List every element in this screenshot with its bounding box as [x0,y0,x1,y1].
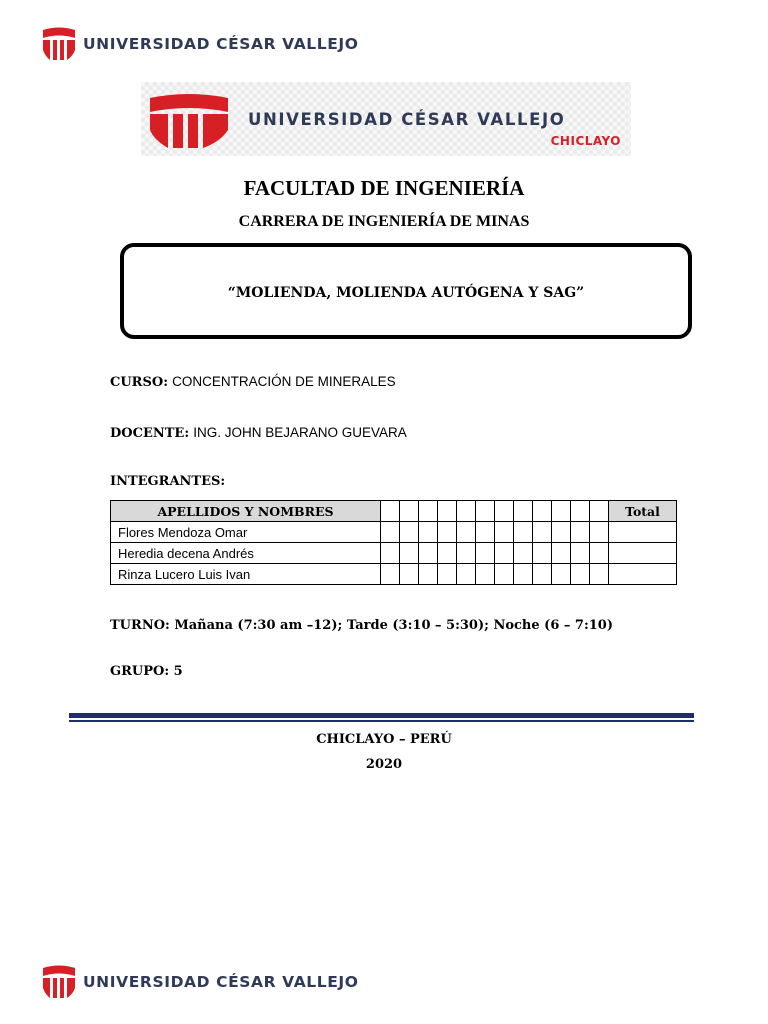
grade-cell [533,543,552,564]
members-table [110,500,677,585]
table-row [111,522,677,543]
name-column-header: APELLIDOS Y NOMBRES [111,501,381,522]
banner-university-name: UNIVERSIDAD CÉSAR VALLEJO [248,110,566,129]
member-name: Heredia decena Andrés [111,543,381,564]
grade-cell [419,543,438,564]
grade-cell [514,543,533,564]
grade-cell [400,501,419,522]
footer-university-name: UNIVERSIDAD CÉSAR VALLEJO [83,973,359,991]
table-row [111,543,677,564]
grade-cell [438,501,457,522]
course-label: CURSO: [110,375,168,390]
grade-cell [438,543,457,564]
grade-cell [438,564,457,585]
grade-cell [381,564,400,585]
grade-cell [476,564,495,585]
ucv-shield-icon [42,964,76,1000]
grade-cell [419,522,438,543]
grade-cell [552,543,571,564]
section-divider [69,713,694,723]
grade-cell [419,564,438,585]
ucv-shield-icon [148,92,230,150]
grade-cell [476,543,495,564]
total-cell [609,522,677,543]
teacher-value: ING. JOHN BEJARANO GUEVARA [193,425,407,440]
grade-cell [381,501,400,522]
footer-logo [42,964,359,1000]
place-line: CHICLAYO – PERÚ [316,732,452,747]
grade-cell [552,564,571,585]
member-name: Rinza Lucero Luis Ivan [111,564,381,585]
grade-cell [533,501,552,522]
total-cell [609,564,677,585]
grade-cell [381,522,400,543]
teacher-label: DOCENTE: [110,426,190,441]
members-label: INTEGRANTES: [110,474,226,489]
grade-cell [590,522,609,543]
grade-cell [590,543,609,564]
grade-cell [571,501,590,522]
grade-cell [495,522,514,543]
grade-cell [457,501,476,522]
total-cell [609,543,677,564]
grade-cell [552,501,571,522]
table-row [111,564,677,585]
grade-cell [590,564,609,585]
topic-title: “MOLIENDA, MOLIENDA AUTÓGENA Y SAG” [227,285,585,301]
grade-cell [476,501,495,522]
teacher-field [110,425,407,441]
shift-info: TURNO: Mañana (7:30 am –12); Tarde (3:10 – 5:30); Noche (6 – 7:10) [110,618,614,633]
grade-cell [514,501,533,522]
banner-city: CHICLAYO [550,134,621,148]
member-name: Flores Mendoza Omar [111,522,381,543]
grade-cell [381,543,400,564]
grade-cell [533,522,552,543]
grade-cell [590,501,609,522]
grade-cell [400,564,419,585]
grade-cell [533,564,552,585]
group-info: GRUPO: 5 [110,664,183,679]
members-table-header [111,501,677,522]
ucv-shield-icon [42,26,76,62]
grade-cell [495,564,514,585]
course-value: CONCENTRACIÓN DE MINERALES [172,374,396,389]
grade-cell [571,543,590,564]
grade-cell [400,522,419,543]
grade-cell [571,522,590,543]
career-title: CARRERA DE INGENIERÍA DE MINAS [238,213,530,230]
grade-cell [495,543,514,564]
grade-cell [514,564,533,585]
year-line: 2020 [365,757,403,772]
grade-cell [571,564,590,585]
topic-box [120,243,692,339]
grade-cell [438,522,457,543]
grade-cell [400,543,419,564]
faculty-title: FACULTAD DE INGENIERÍA [243,176,525,200]
grade-cell [552,522,571,543]
header-university-name: UNIVERSIDAD CÉSAR VALLEJO [83,35,359,53]
grade-cell [419,501,438,522]
university-banner [141,82,631,156]
grade-cell [457,543,476,564]
total-column-header: Total [609,501,677,522]
grade-cell [457,522,476,543]
header-logo [42,26,359,62]
grade-cell [514,522,533,543]
grade-cell [457,564,476,585]
course-field [110,374,396,390]
grade-cell [495,501,514,522]
grade-cell [476,522,495,543]
